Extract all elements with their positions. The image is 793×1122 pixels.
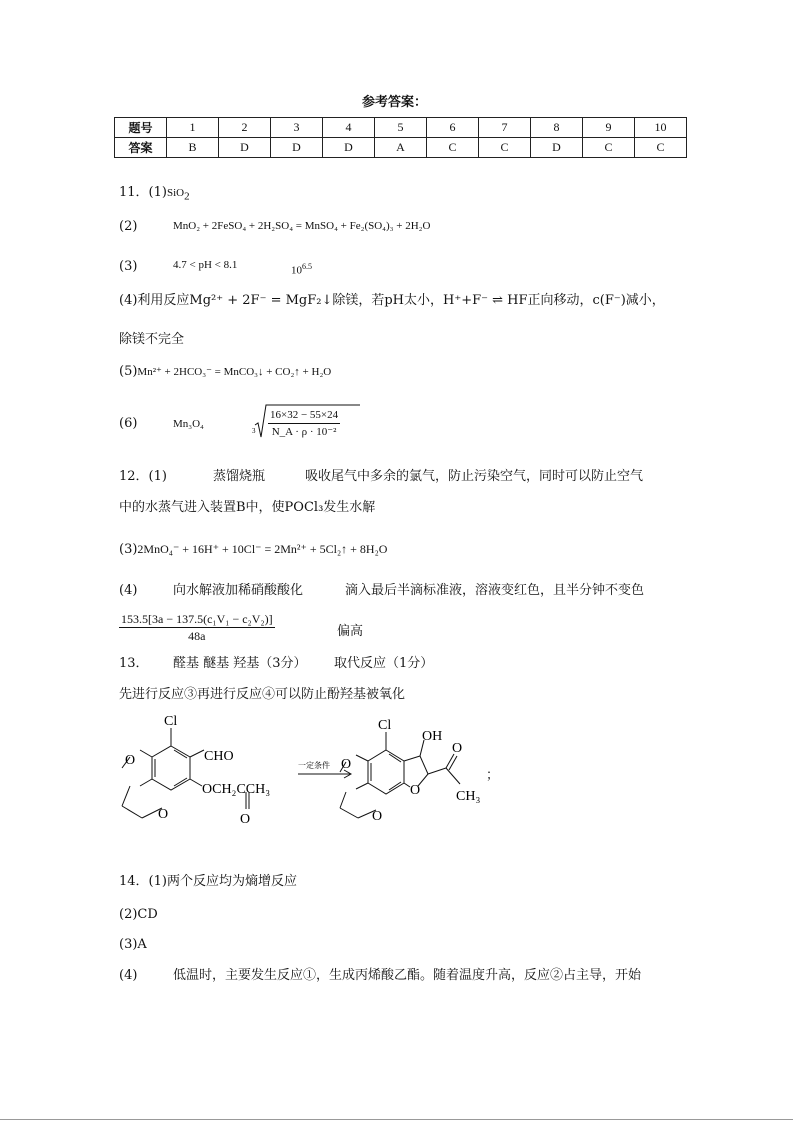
table-row xyxy=(115,138,687,158)
q12-part3-equation: 2MnO₄⁻ + 16H⁺ + 10Cl⁻ = 2Mn²⁺ + 5Cl₂↑ + 8H₂O xyxy=(137,542,388,556)
ring-oxygen-label: O xyxy=(125,753,136,768)
fraction-numerator: 16×32 − 55×24 xyxy=(268,407,340,424)
q11-part1-answer: SiO xyxy=(166,187,185,199)
q12-part1-answer-a: 蒸馏烧瓶 xyxy=(213,469,266,484)
q11-part4-text: 利用反应Mg²⁺ + 2F⁻ = MgF₂↓除镁，若pH太小，H⁺+F⁻ ⇌ HF正向移动，c(F⁻)减小， xyxy=(137,293,665,308)
structure-product xyxy=(336,712,506,832)
q11-part3-base: 10 xyxy=(291,264,302,277)
row-label-answer: 答案 xyxy=(115,138,167,158)
fraction-denominator: 48a xyxy=(188,629,206,643)
table-cell: 6 xyxy=(427,118,479,138)
q11-part6-number: (6) xyxy=(119,416,138,431)
carbonyl-oxygen-label: O xyxy=(240,812,251,827)
table-cell: C xyxy=(479,138,531,158)
table-cell: 8 xyxy=(531,118,583,138)
table-cell: D xyxy=(271,138,323,158)
q11-part3-exponent: 6.5 xyxy=(302,262,312,271)
table-cell: D xyxy=(531,138,583,158)
q13-answer-b: 取代反应（1分） xyxy=(334,656,434,671)
methyl-label: CH₃ xyxy=(456,789,481,804)
q11-part3-number: (3) xyxy=(119,259,138,274)
q11-part3-range: 4.7 < pH < 8.1 xyxy=(173,259,238,271)
root-index: 3 xyxy=(252,427,256,435)
table-cell: 10 xyxy=(635,118,687,138)
q11-part6-formula: Mn₃O₄ xyxy=(173,418,204,430)
q14-part1: 14．(1)两个反应均为熵增反应 xyxy=(119,874,297,889)
answer-table xyxy=(114,117,687,158)
q12-part1-number: 12．(1) xyxy=(119,469,167,484)
q11-part2-number: (2) xyxy=(119,219,138,234)
ketone-oxygen-label: O xyxy=(452,741,463,756)
table-cell: D xyxy=(219,138,271,158)
table-cell: 3 xyxy=(271,118,323,138)
q12-part3 xyxy=(119,541,387,558)
table-cell: C xyxy=(427,138,479,158)
q11-part1-subscript: 2 xyxy=(184,190,190,203)
table-cell: B xyxy=(167,138,219,158)
structure-separator: ； xyxy=(486,768,500,783)
chlorine-label: Cl xyxy=(164,714,178,729)
arrow-condition-label: 一定条件 xyxy=(298,761,330,770)
table-row xyxy=(115,118,687,138)
side-chain-label: OCH₂CCH₃ xyxy=(202,782,271,797)
q13-number: 13． xyxy=(119,656,149,671)
q11-part5-number: (5) xyxy=(119,364,138,379)
q12-part4-answer-c: 偏高 xyxy=(337,624,364,639)
q12-part4-answer-b: 滴入最后半滴标准液，溶液变红色，且半分钟不变色 xyxy=(345,583,645,598)
table-cell: D xyxy=(323,138,375,158)
aldehyde-label: CHO xyxy=(204,749,234,764)
table-cell: 4 xyxy=(323,118,375,138)
q11-part4-line1 xyxy=(119,293,665,309)
q14-part4-number: (4) xyxy=(119,968,138,983)
q12-part3-number: (3) xyxy=(119,542,138,557)
q14-part2: (2)CD xyxy=(119,907,158,922)
q11-part2-equation: MnO₂ + 2FeSO₄ + 2H₂SO₄ = MnSO₄ + Fe₂(SO₄)₃ + 2H₂O xyxy=(173,220,431,232)
q12-part4-fraction xyxy=(119,611,275,644)
table-cell: C xyxy=(635,138,687,158)
table-cell: 7 xyxy=(479,118,531,138)
q11-part5-equation: Mn²⁺ + 2HCO₃⁻ = MnCO₃↓ + CO₂↑ + H₂O xyxy=(137,366,332,378)
q12-part1-answer-b: 吸收尾气中多余的氯气，防止污染空气，同时可以防止空气 xyxy=(305,469,644,484)
furan-oxygen-label: O xyxy=(410,783,421,798)
table-cell: C xyxy=(583,138,635,158)
q11-part5 xyxy=(119,364,331,380)
table-cell: 9 xyxy=(583,118,635,138)
q14-part3: (3)A xyxy=(119,937,147,952)
fraction-numerator: 153.5[3a − 137.5(c₁V₁ − c₂V₂)] xyxy=(121,612,273,626)
ring-oxygen-label: O xyxy=(372,809,383,824)
table-cell: 5 xyxy=(375,118,427,138)
table-cell: 1 xyxy=(167,118,219,138)
q11-part4-line2: 除镁不完全 xyxy=(119,332,185,347)
q13-answer-c: 先进行反应③再进行反应④可以防止酚羟基被氧化 xyxy=(119,687,406,702)
chlorine-label: Cl xyxy=(378,718,392,733)
structure-reactant xyxy=(118,712,288,832)
row-label-number: 题号 xyxy=(115,118,167,138)
q11-part1 xyxy=(119,185,190,205)
q13-answer-a: 醛基 醚基 羟基（3分） xyxy=(173,656,307,671)
fraction-denominator: N_A · ρ · 10⁻² xyxy=(271,426,337,438)
q11-part4-number: (4) xyxy=(119,293,138,308)
q11-part3-ksp xyxy=(291,259,312,279)
ring-oxygen-label: O xyxy=(341,757,352,772)
q14-part4-text: 低温时，主要发生反应①，生成丙烯酸乙酯。随着温度升高，反应②占主导，开始 xyxy=(173,968,642,983)
q11-part1-number: 11．(1) xyxy=(119,185,167,200)
q12-part1-answer-c: 中的水蒸气进入装置B中，使POCl₃发生水解 xyxy=(119,500,376,515)
page-title: 参考答案： xyxy=(362,95,428,110)
table-cell: A xyxy=(375,138,427,158)
hydroxyl-label: OH xyxy=(422,729,443,744)
page-bottom-rule xyxy=(0,1119,793,1120)
purity-fraction xyxy=(119,611,275,644)
table-cell: 2 xyxy=(219,118,271,138)
ring-oxygen-label: O xyxy=(158,807,169,822)
q12-part4-answer-a: 向水解液加稀硝酸酸化 xyxy=(173,583,304,598)
q12-part4-number: (4) xyxy=(119,583,138,598)
q11-part6-fraction xyxy=(268,407,340,440)
